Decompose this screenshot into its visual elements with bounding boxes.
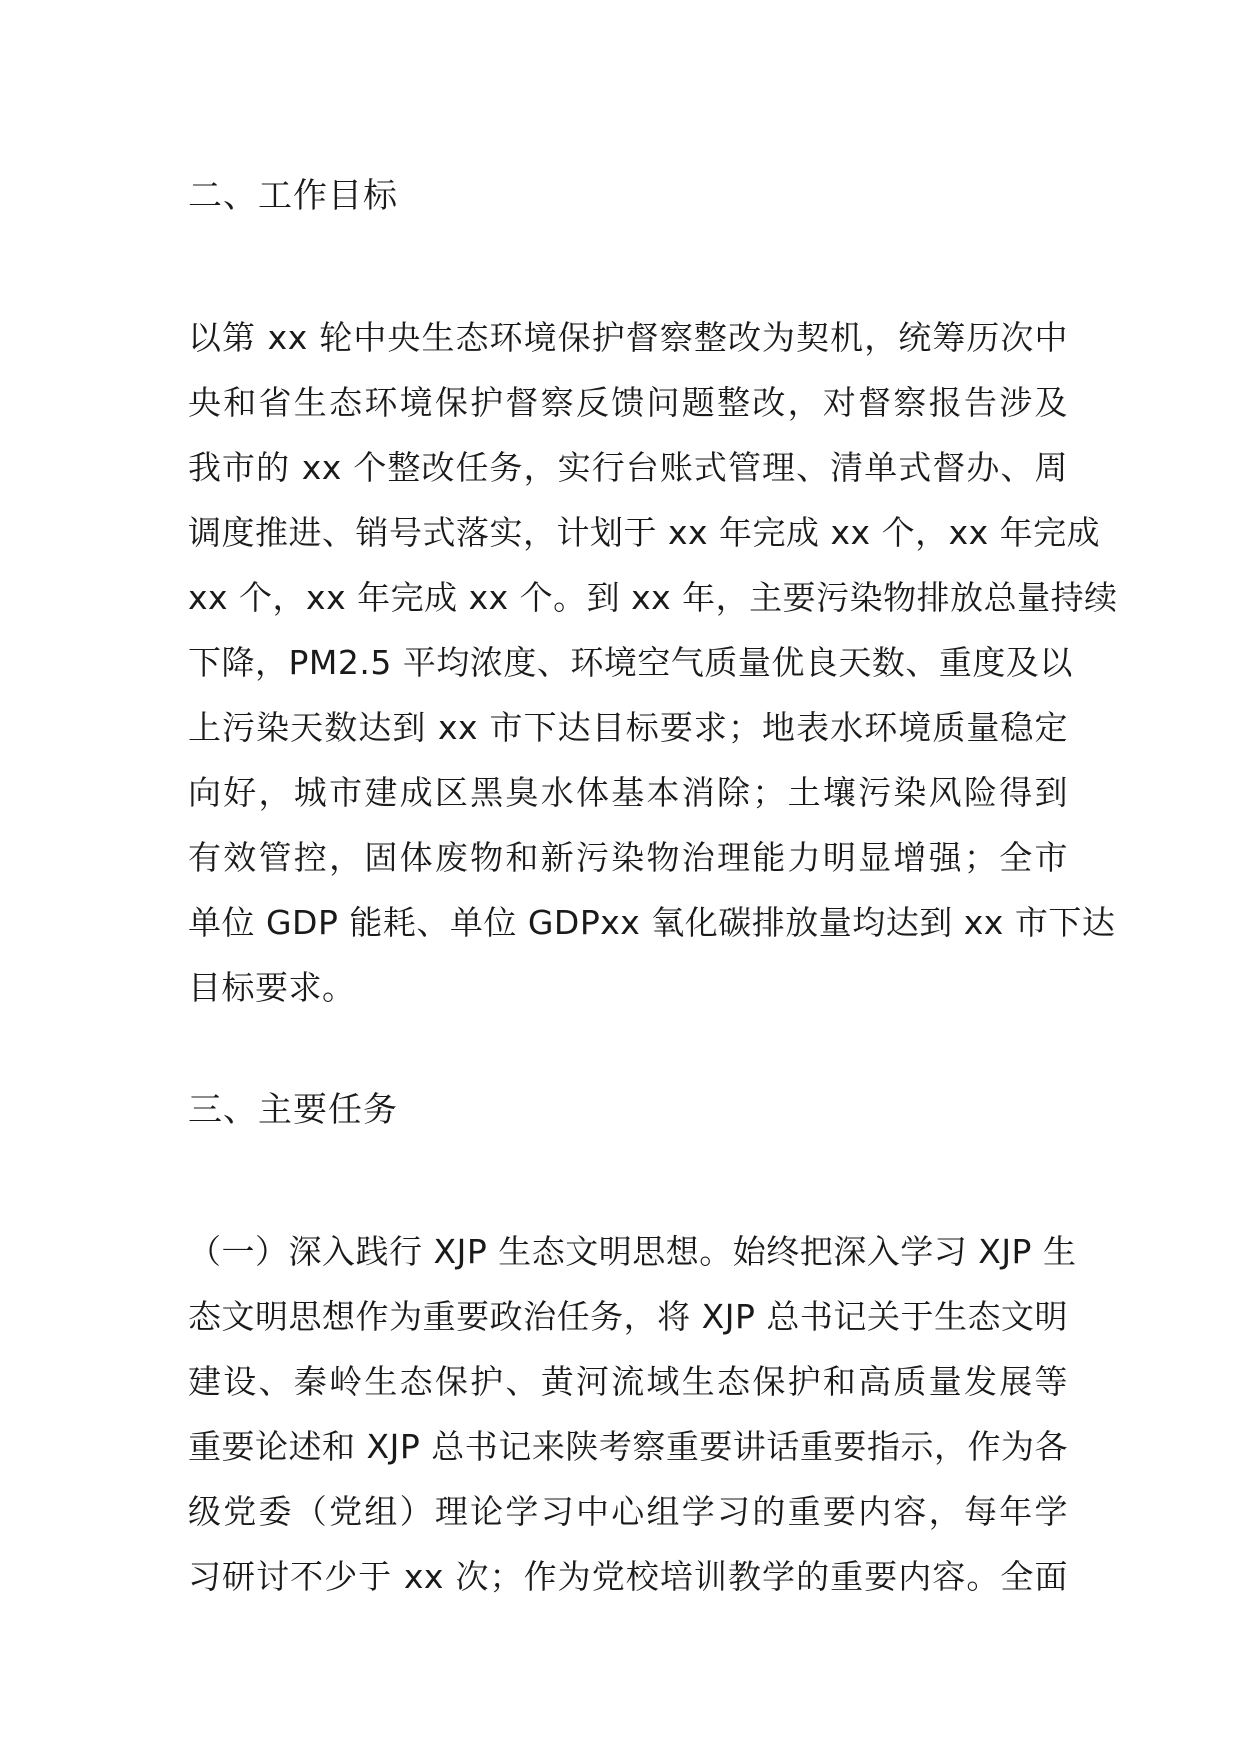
section-heading-work-goals: 二、工作目标 [188,176,398,216]
paragraph-line: 重要论述和 XJP 总书记来陕考察重要讲话重要指示，作为各 [188,1427,1068,1466]
paragraph-main-tasks [188,1219,1077,1609]
paragraph-line: 目标要求。 [188,968,356,1007]
paragraph-line: 我市的 xx 个整改任务，实行台账式管理、清单式督办、周 [188,448,1068,487]
paragraph-line: 向好，城市建成区黑臭水体基本消除；土壤污染风险得到 [188,773,1068,812]
paragraph-line: 调度推进、销号式落实，计划于 xx 年完成 xx 个，xx 年完成 [188,513,1101,552]
paragraph-line: 上污染天数达到 xx 市下达目标要求；地表水环境质量稳定 [188,708,1068,747]
paragraph-line: xx 个，xx 年完成 xx 个。到 xx 年，主要污染物排放总量持续 [188,578,1118,617]
paragraph-line: 态文明思想作为重要政治任务，将 XJP 总书记关于生态文明 [188,1297,1068,1336]
paragraph-line: 下降，PM2.5 平均浓度、环境空气质量优良天数、重度及以 [188,643,1073,682]
paragraph-line: 有效管控，固体废物和新污染物治理能力明显增强；全市 [188,838,1068,877]
paragraph-line: 建设、秦岭生态保护、黄河流域生态保护和高质量发展等 [188,1362,1068,1401]
paragraph-line: 单位 GDP 能耗、单位 GDPxx 氧化碳排放量均达到 xx 市下达 [188,903,1116,942]
paragraph-line: 央和省生态环境保护督察反馈问题整改，对督察报告涉及 [188,383,1068,422]
paragraph-line: （一）深入践行 XJP 生态文明思想。始终把深入学习 XJP 生 [188,1232,1077,1271]
paragraph-line: 以第 xx 轮中央生态环境保护督察整改为契机，统筹历次中 [188,318,1068,357]
paragraph-line: 习研讨不少于 xx 次；作为党校培训教学的重要内容。全面 [188,1557,1068,1596]
paragraph-line: 级党委（党组）理论学习中心组学习的重要内容，每年学 [188,1492,1068,1531]
section-heading-main-tasks: 三、主要任务 [188,1090,398,1130]
paragraph-work-goals [188,305,1118,1020]
